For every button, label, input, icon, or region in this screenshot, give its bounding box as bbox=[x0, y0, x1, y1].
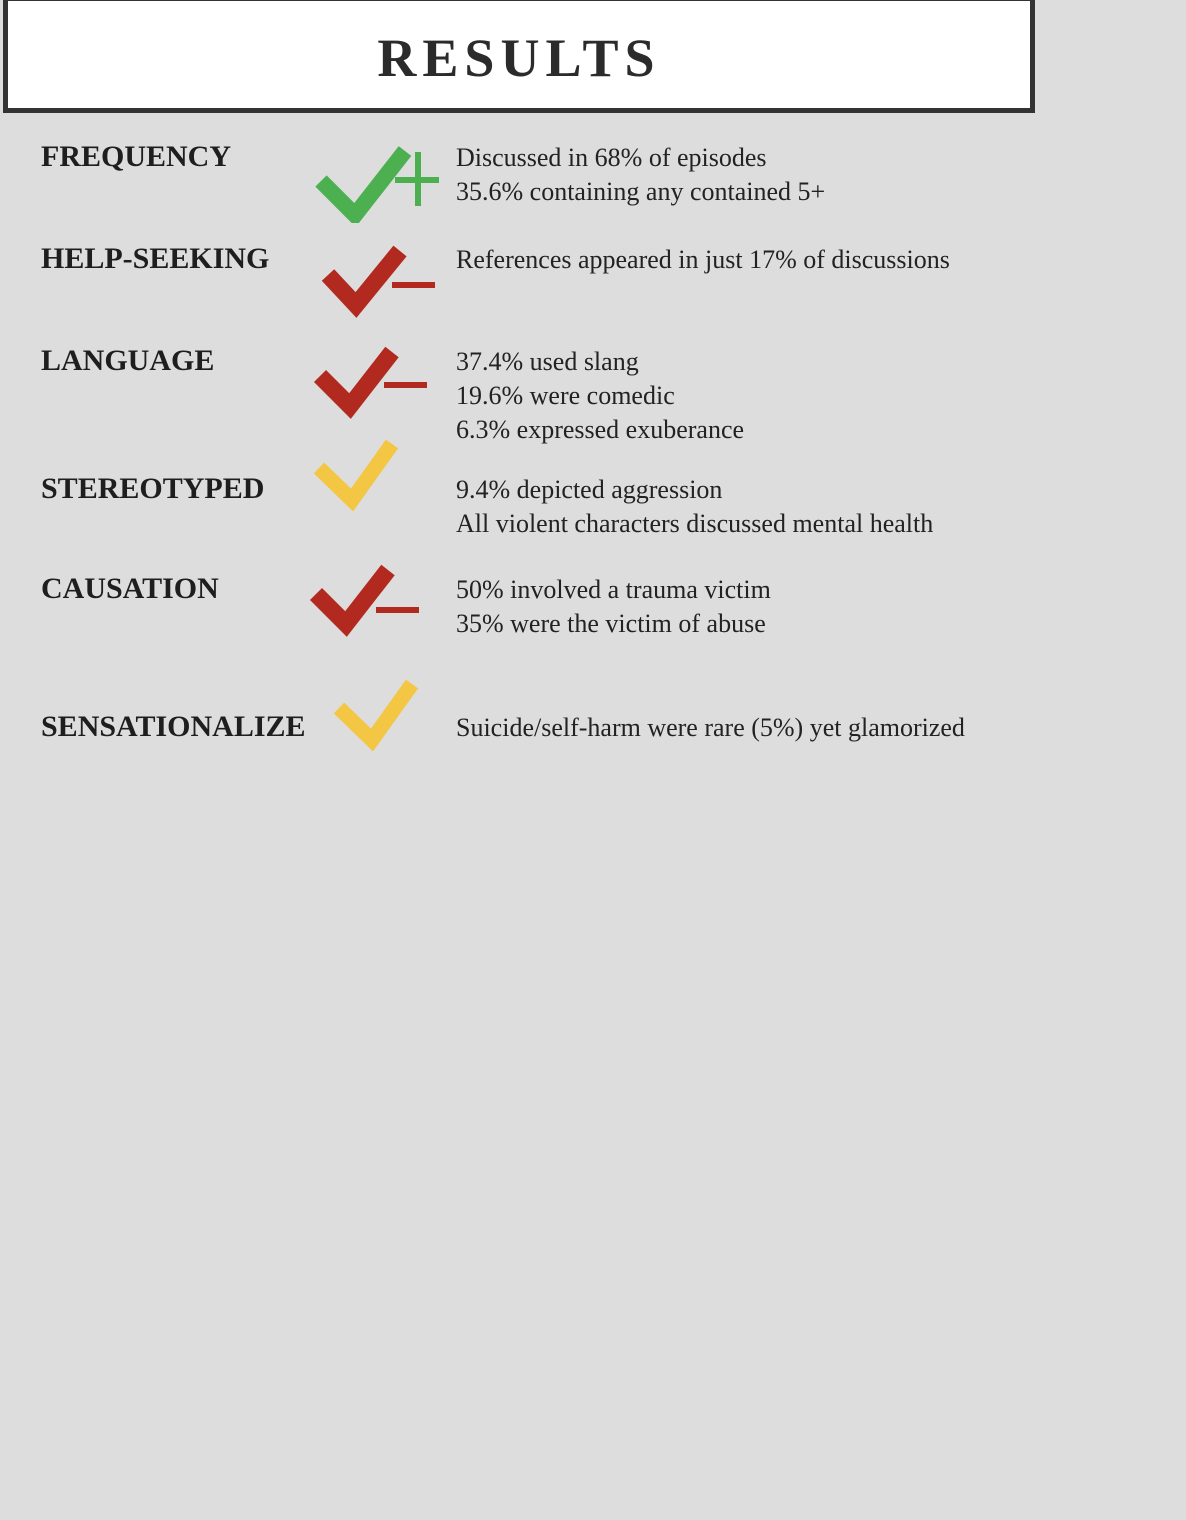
row-desc-causation bbox=[456, 573, 771, 641]
yellow-check-icon bbox=[332, 676, 422, 751]
row-desc-frequency bbox=[456, 141, 825, 209]
desc-line: 35% were the victim of abuse bbox=[456, 609, 766, 638]
row-label-language: LANGUAGE bbox=[41, 344, 215, 377]
desc-line: 6.3% expressed exuberance bbox=[456, 415, 745, 444]
red-check-minus-icon bbox=[308, 562, 428, 637]
row-label-frequency: FREQUENCY bbox=[41, 140, 232, 173]
row-label-stereotyped: STEREOTYPED bbox=[41, 472, 265, 505]
desc-line: All violent characters discussed mental health bbox=[456, 509, 934, 538]
row-desc-sensationalize bbox=[456, 711, 965, 745]
red-check-minus-icon bbox=[320, 243, 440, 318]
yellow-check-icon bbox=[312, 436, 402, 511]
desc-line: Suicide/self-harm were rare (5%) yet glamorized bbox=[456, 713, 965, 742]
row-desc-language bbox=[456, 345, 744, 447]
red-check-minus-icon bbox=[312, 344, 432, 419]
desc-line: 50% involved a trauma victim bbox=[456, 575, 771, 604]
row-desc-stereotyped bbox=[456, 473, 933, 541]
row-label-sensationalize: SENSATIONALIZE bbox=[41, 710, 306, 743]
desc-line: 37.4% used slang bbox=[456, 347, 639, 376]
row-desc-help-seeking bbox=[456, 243, 950, 277]
page-title: RESULTS bbox=[377, 27, 661, 88]
desc-line: 19.6% were comedic bbox=[456, 381, 675, 410]
title-box bbox=[3, 0, 1035, 113]
row-label-help-seeking: HELP-SEEKING bbox=[41, 242, 270, 275]
green-check-plus-icon bbox=[315, 143, 445, 223]
desc-line: 9.4% depicted aggression bbox=[456, 475, 723, 504]
desc-line: Discussed in 68% of episodes bbox=[456, 143, 767, 172]
desc-line: 35.6% containing any contained 5+ bbox=[456, 177, 826, 206]
row-label-causation: CAUSATION bbox=[41, 572, 219, 605]
desc-line: References appeared in just 17% of discussions bbox=[456, 245, 950, 274]
